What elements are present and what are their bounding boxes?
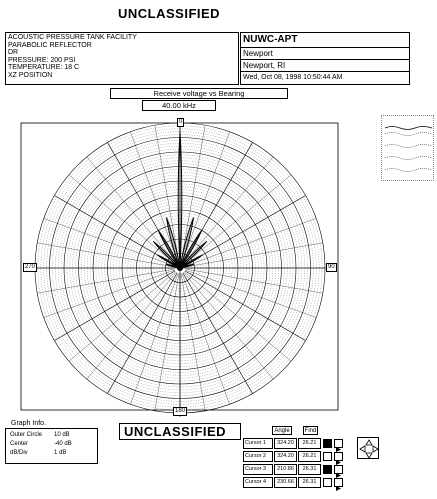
cursor-value-field[interactable]: 26.21 [298,438,321,449]
test-info-line: PARABOLIC REFLECTOR [8,41,92,49]
polar-grid-spoke [44,270,175,318]
cursor-angle-field[interactable]: 210.86 [274,464,297,475]
test-info-line: DR [8,49,19,57]
polar-grid-spoke [182,273,230,404]
polar-grid-spoke [181,274,205,411]
cursor-step-button[interactable] [334,465,343,474]
graph-info-label: Center [10,441,29,447]
graph-info-row [10,450,94,459]
graph-info-value: 10 dB [54,432,70,438]
polar-grid-spoke [184,157,273,264]
graph-info-label: Outer Circle [10,432,43,438]
cursor-value-field[interactable]: 26.31 [298,477,321,488]
polar-grid-spoke [186,243,323,267]
plot-title-text: Receive voltage vs Bearing [153,89,245,98]
polar-grid-spoke [37,243,174,267]
nav-pad-arrows-icon [358,438,380,460]
polar-grid-spoke [183,273,253,394]
cursor-toggle-button[interactable] [323,452,332,461]
cursor-toggle-button[interactable] [323,439,332,448]
polar-center-dot [177,265,183,271]
polar-grid-spoke [185,270,316,318]
graph-info-value: 1 dB [54,450,67,456]
frequency-text: 40.00 kHz [162,101,196,110]
find-button[interactable]: Find [304,428,317,434]
cursor-step-button[interactable] [334,439,343,448]
cursor-value-field[interactable]: 26.31 [298,464,321,475]
test-info-line: PRESSURE: 200 PSI [8,56,76,64]
test-info-line: TEMPERATURE: 18 C [8,64,80,72]
polar-grid-spoke [69,272,176,361]
site-state: Newport, RI [243,61,286,70]
graph-info-title: Graph Info. [11,420,47,427]
polar-grid-spoke [155,125,179,262]
site-org: NUWC-APT [243,34,298,45]
polar-grid-spoke [37,269,174,293]
cursor-toggle-button[interactable] [323,465,332,474]
graph-info-value: -40 dB [54,441,72,447]
polar-grid-spoke [155,274,179,411]
polar-grid-spoke [181,125,205,262]
polar-grid-spoke [186,269,323,293]
graph-info-label: dB/Div [10,450,28,456]
polar-grid-spoke [69,175,176,264]
mini-preview [381,115,434,181]
graph-info-row [10,441,94,450]
graph-info-box [5,428,98,464]
cursor-angle-field[interactable]: 324.20 [274,438,297,449]
cursor-value-field[interactable]: 26.21 [298,451,321,462]
bearing-label-right: 90 [328,264,335,270]
cursor-step-button[interactable] [334,452,343,461]
nav-pad[interactable] [357,437,379,459]
bearing-label-left: 270 [25,264,36,270]
polar-grid-spoke [185,196,306,266]
graph-info-row [10,432,94,441]
bearing-label-bottom: 180 [175,408,186,414]
angle-button[interactable]: Angle [272,426,292,435]
classification-top: UNCLASSIFIED [118,6,221,21]
cursor-angle-field[interactable]: 230.66 [274,477,297,488]
cursor-label[interactable]: Cursor 4 [243,477,273,488]
cursor-label[interactable]: Cursor 1 [243,438,273,449]
cursor-toggle-button[interactable] [323,478,332,487]
cursor-label[interactable]: Cursor 2 [243,451,273,462]
mini-preview-trace [382,116,435,182]
classification-bottom: UNCLASSIFIED [119,423,241,440]
cursor-step-button[interactable] [334,478,343,487]
site-city: Newport [243,49,273,58]
graph-info-rows [10,432,94,459]
test-info-line: ACOUSTIC PRESSURE TANK FACILITY [8,34,137,41]
cursor-label[interactable]: Cursor 3 [243,464,273,475]
arrow-right-icon [335,485,342,492]
polar-grid-spoke [184,272,273,379]
site-datetime: Wed, Oct 08, 1998 10:50:44 AM [243,74,343,81]
bearing-label-top: 0 [179,119,183,125]
cursor-angle-field[interactable]: 324.20 [274,451,297,462]
test-info-line: XZ POSITION [8,71,53,79]
